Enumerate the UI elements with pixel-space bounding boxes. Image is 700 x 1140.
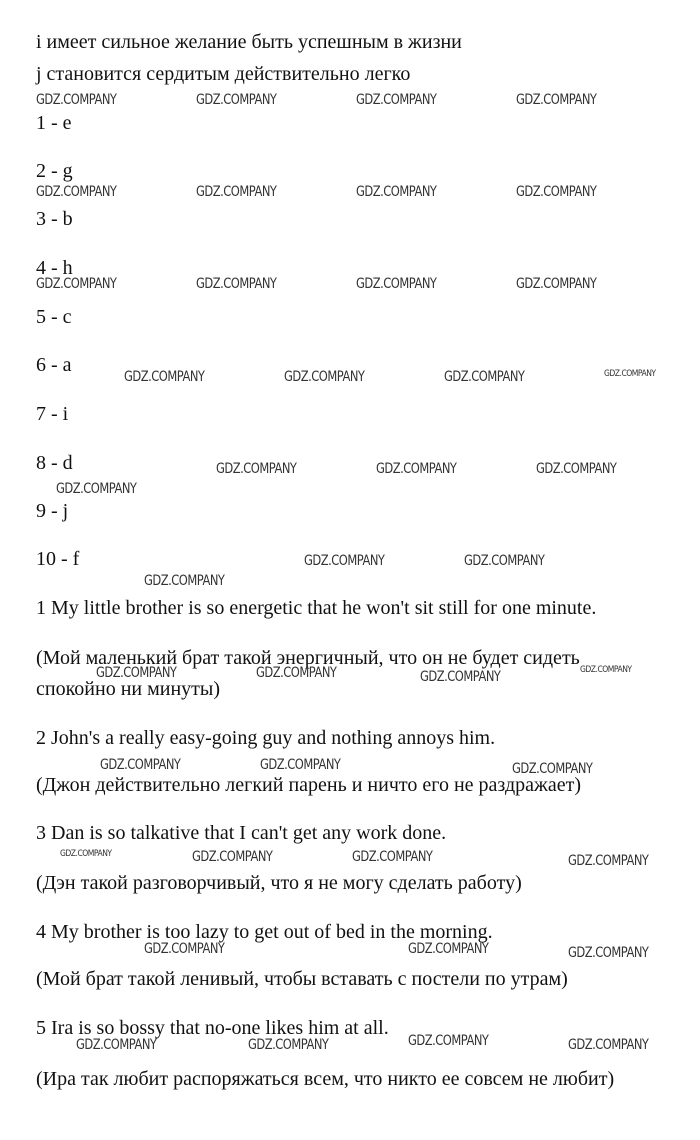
watermark: GDZ.COMPANY — [196, 92, 277, 108]
watermark: GDZ.COMPANY — [96, 665, 177, 681]
watermark: GDZ.COMPANY — [76, 1037, 157, 1053]
translation-5: (Ира так любит распоряжаться всем, что никто ее совсем не любит) — [36, 1068, 615, 1090]
match-6: 6 - a — [36, 354, 72, 376]
sentence-2: 2 John's a really easy-going guy and nothing annoys him. — [36, 727, 496, 749]
watermark: GDZ.COMPANY — [420, 669, 501, 685]
translation-1a: (Мой маленький брат такой энергичный, что он не будет сидеть — [36, 647, 580, 669]
match-5: 5 - c — [36, 306, 72, 328]
watermark: GDZ.COMPANY — [144, 573, 225, 589]
match-8: 8 - d — [36, 452, 73, 474]
watermark: GDZ.COMPANY — [284, 369, 365, 385]
watermark: GDZ.COMPANY — [580, 665, 632, 675]
translation-4: (Мой брат такой ленивый, чтобы вставать с постели по утрам) — [36, 968, 568, 990]
watermark: GDZ.COMPANY — [36, 184, 117, 200]
sentence-3: 3 Dan is so talkative that I can't get any work done. — [36, 822, 447, 844]
watermark: GDZ.COMPANY — [464, 553, 545, 569]
watermark: GDZ.COMPANY — [516, 184, 597, 200]
watermark: GDZ.COMPANY — [568, 945, 649, 961]
watermark: GDZ.COMPANY — [568, 853, 649, 869]
translation-1b: спокойно ни минуты) — [36, 678, 220, 700]
match-3: 3 - b — [36, 208, 73, 230]
watermark: GDZ.COMPANY — [356, 184, 437, 200]
translation-3: (Дэн такой разговорчивый, что я не могу сделать работу) — [36, 872, 522, 894]
watermark: GDZ.COMPANY — [408, 1033, 489, 1049]
watermark: GDZ.COMPANY — [568, 1037, 649, 1053]
watermark: GDZ.COMPANY — [376, 461, 457, 477]
watermark: GDZ.COMPANY — [60, 849, 112, 859]
watermark: GDZ.COMPANY — [216, 461, 297, 477]
watermark: GDZ.COMPANY — [516, 92, 597, 108]
watermark: GDZ.COMPANY — [604, 369, 656, 379]
match-4: 4 - h — [36, 257, 73, 279]
sentence-4: 4 My brother is too lazy to get out of bed in the morning. — [36, 921, 493, 943]
watermark: GDZ.COMPANY — [36, 276, 117, 292]
match-7: 7 - i — [36, 403, 69, 425]
watermark: GDZ.COMPANY — [356, 92, 437, 108]
definition-j: j становится сердитым действительно легко — [36, 63, 411, 85]
watermark: GDZ.COMPANY — [536, 461, 617, 477]
watermark: GDZ.COMPANY — [356, 276, 437, 292]
match-2: 2 - g — [36, 160, 73, 182]
match-10: 10 - f — [36, 548, 80, 570]
watermark: GDZ.COMPANY — [256, 665, 337, 681]
watermark: GDZ.COMPANY — [512, 761, 593, 777]
watermark: GDZ.COMPANY — [100, 757, 181, 773]
watermark: GDZ.COMPANY — [144, 941, 225, 957]
watermark: GDZ.COMPANY — [36, 92, 117, 108]
watermark: GDZ.COMPANY — [352, 849, 433, 865]
watermark: GDZ.COMPANY — [444, 369, 525, 385]
watermark: GDZ.COMPANY — [248, 1037, 329, 1053]
watermark: GDZ.COMPANY — [408, 941, 489, 957]
watermark: GDZ.COMPANY — [56, 481, 137, 497]
definition-i: i имеет сильное желание быть успешным в жизни — [36, 31, 462, 53]
watermark: GDZ.COMPANY — [196, 184, 277, 200]
translation-2: (Джон действительно легкий парень и ничто его не раздражает) — [36, 774, 581, 796]
watermark: GDZ.COMPANY — [304, 553, 385, 569]
match-1: 1 - e — [36, 112, 72, 134]
watermark: GDZ.COMPANY — [516, 276, 597, 292]
sentence-1: 1 My little brother is so energetic that he won't sit still for one minute. — [36, 597, 597, 619]
watermark: GDZ.COMPANY — [260, 757, 341, 773]
watermark: GDZ.COMPANY — [196, 276, 277, 292]
watermark: GDZ.COMPANY — [192, 849, 273, 865]
watermark: GDZ.COMPANY — [124, 369, 205, 385]
match-9: 9 - j — [36, 500, 69, 522]
sentence-5: 5 Ira is so bossy that no-one likes him at all. — [36, 1017, 389, 1039]
